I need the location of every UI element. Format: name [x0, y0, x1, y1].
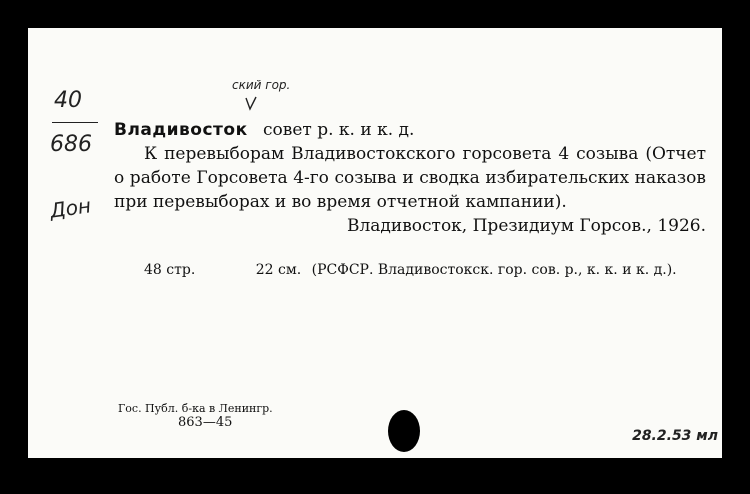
- insertion-caret: [244, 96, 258, 112]
- entry-body: [114, 142, 706, 214]
- insertion-note: ский гор.: [232, 78, 291, 92]
- entry-heading: Владивосток: [114, 120, 248, 140]
- page-count: 48 стр.: [144, 262, 196, 278]
- book-size: 22 см.: [255, 262, 302, 278]
- entry-heading-line: [114, 118, 706, 142]
- shelfmark: 863—45: [178, 415, 233, 430]
- series-note: (РСФСР. Владивостокск. гор. сов. р., к. к. и к. д.).: [311, 262, 677, 278]
- catalog-entry: [114, 118, 706, 238]
- margin-divider: [52, 122, 98, 123]
- physical-description: [114, 260, 706, 280]
- margin-side-note: Дон: [48, 193, 93, 223]
- margin-number-bottom: 686: [50, 132, 92, 157]
- entry-title: К перевыборам Владивостокского горсовета 4 созыва (Отчет о работе Горсовета 4-го созыва и сводка избирательских наказов при перевыборах и во время отчетной кампании).: [114, 144, 706, 212]
- entry-heading-rest: совет р. к. и к. д.: [263, 120, 415, 140]
- library-stamp: Гос. Публ. б-ка в Ленингр.: [118, 402, 273, 415]
- margin-date: 28.2.53 мл: [632, 428, 718, 444]
- punch-hole: [388, 410, 420, 452]
- entry-publication: Владивосток, Президиум Горсов., 1926.: [346, 216, 706, 236]
- catalog-card: [28, 28, 722, 458]
- margin-number-top: 40: [54, 88, 82, 113]
